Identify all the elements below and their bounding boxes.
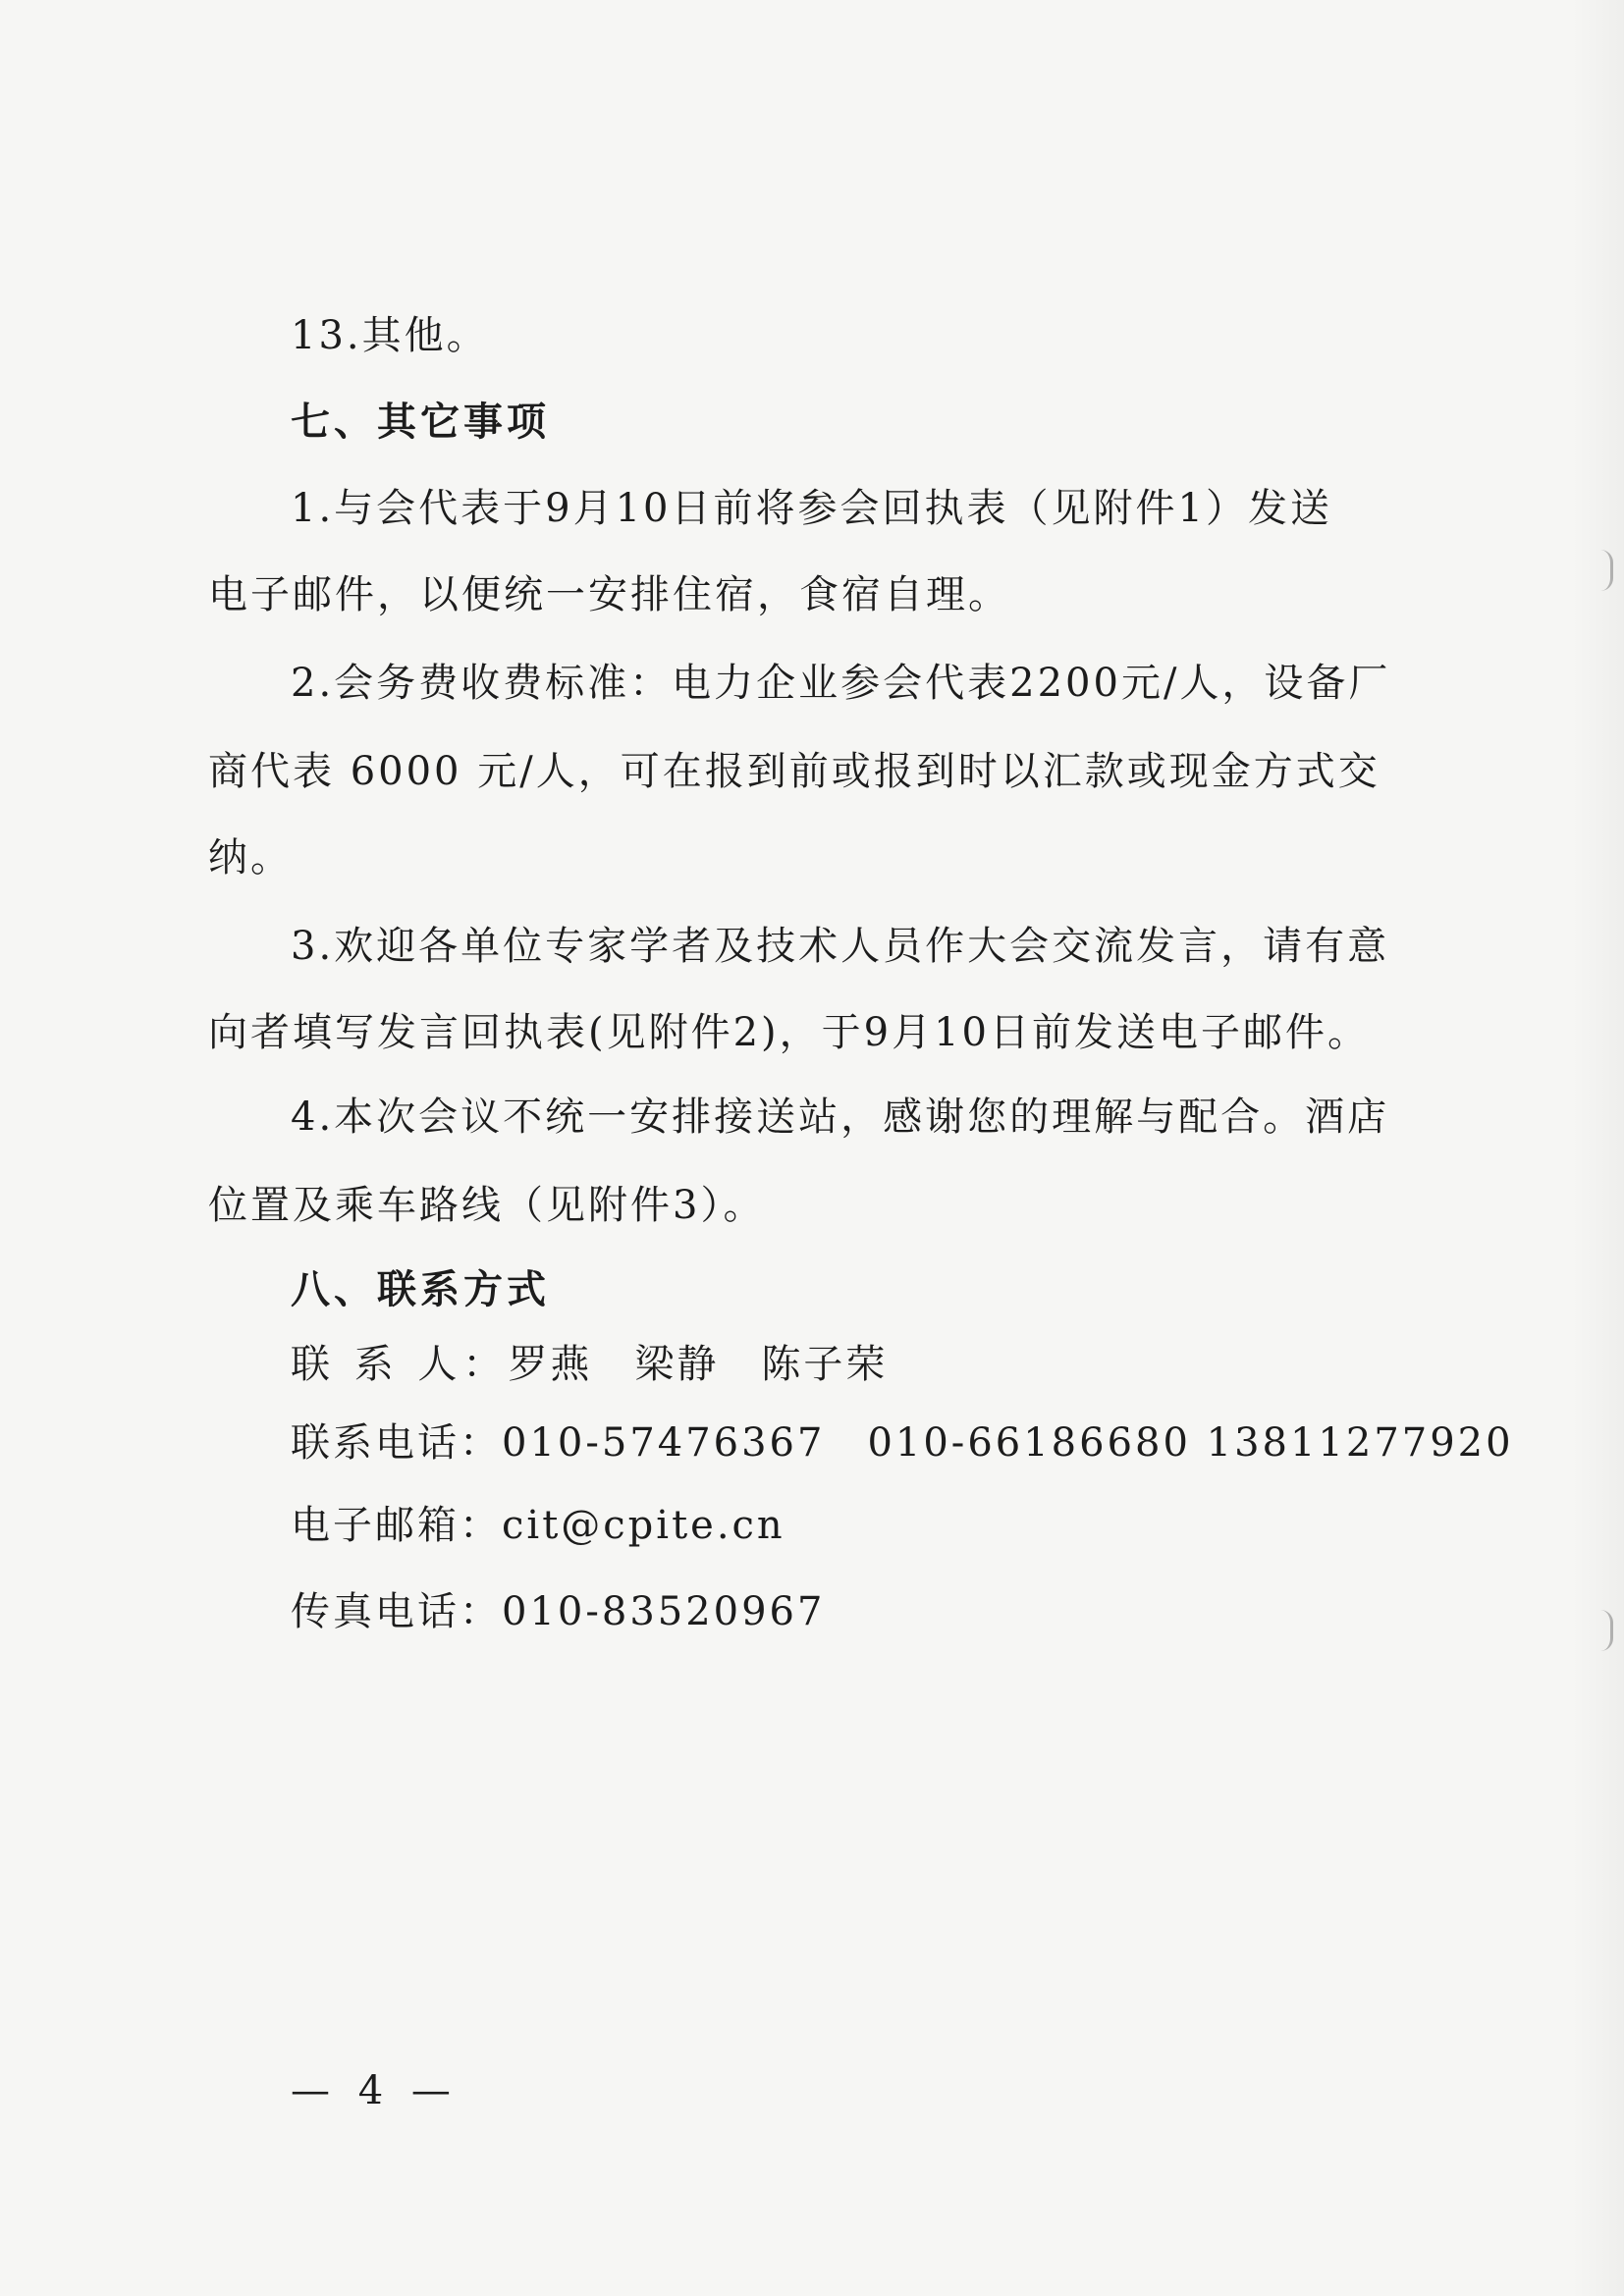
page-edge-shadow xyxy=(1571,0,1624,2296)
contact-email-label: 电子邮箱： xyxy=(291,1503,502,1548)
contact-email-address: cit@cpite.cn xyxy=(502,1503,785,1548)
item-3-line-1: 3.欢迎各单位专家学者及技术人员作大会交流发言，请有意 xyxy=(291,924,1390,969)
section-8-heading: 八、联系方式 xyxy=(291,1267,550,1312)
contact-people-row xyxy=(291,1337,888,1392)
contact-fax-number: 010-83520967 xyxy=(502,1589,826,1634)
item-13-other: 13.其他。 xyxy=(291,313,489,358)
page-number: — 4 — xyxy=(291,2068,459,2113)
contact-fax-row xyxy=(291,1584,825,1639)
item-4-line-2: 位置及乘车路线（见附件3）。 xyxy=(208,1183,766,1228)
item-2-line-2: 商代表 6000 元/人，可在报到前或报到时以汇款或现金方式交 xyxy=(208,749,1380,794)
section-7-heading: 七、其它事项 xyxy=(291,400,550,445)
contact-email-row xyxy=(291,1498,785,1553)
contact-fax-label: 传真电话： xyxy=(291,1589,502,1634)
item-3-line-2: 向者填写发言回执表(见附件2)，于9月10日前发送电子邮件。 xyxy=(208,1010,1371,1055)
contact-phone-numbers: 010-57476367 010-66186680 13811277920 xyxy=(502,1420,1514,1466)
item-1-line-1: 1.与会代表于9月10日前将参会回执表（见附件1）发送 xyxy=(291,486,1332,531)
contact-people-names: 罗燕 梁静 陈子荣 xyxy=(508,1342,889,1387)
item-1-line-2: 电子邮件，以便统一安排住宿，食宿自理。 xyxy=(208,572,1010,617)
item-2-line-1: 2.会务费收费标准：电力企业参会代表2200元/人，设备厂 xyxy=(291,661,1391,706)
contact-phone-label: 联系电话： xyxy=(291,1420,502,1466)
item-4-line-1: 4.本次会议不统一安排接送站，感谢您的理解与配合。酒店 xyxy=(291,1095,1390,1140)
contact-people-label: 联 系 人： xyxy=(291,1342,509,1387)
contact-phone-row xyxy=(291,1415,1514,1470)
item-2-line-3: 纳。 xyxy=(208,835,293,881)
